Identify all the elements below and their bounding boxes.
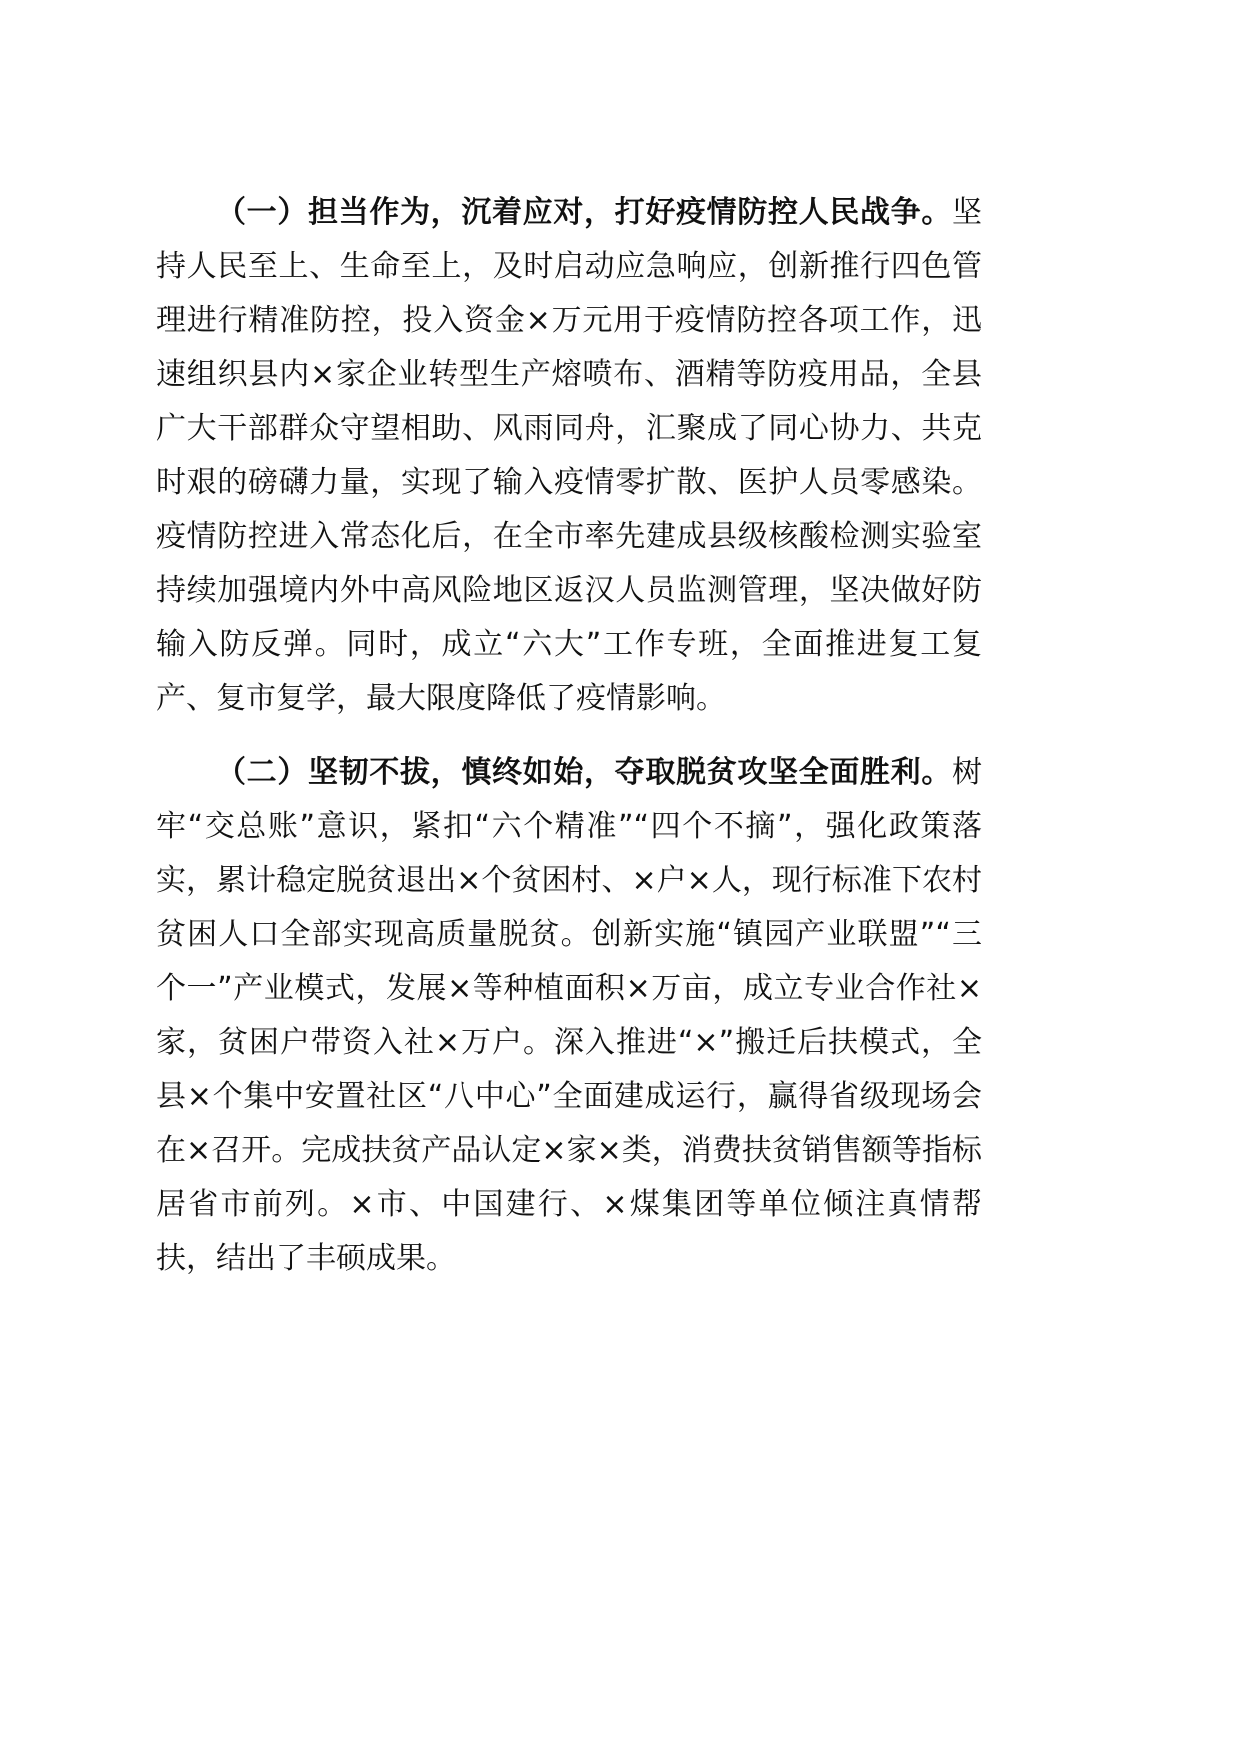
paragraph-text: 树牢“交总账”意识，紧扣“六个精准”“四个不摘”，强化政策落实，累计稳定脱贫退出×个贫困村、×户×人，现行标准下农村贫困人口全部实现高质量脱贫。创新实施“镇园产业联盟”“三个一”产业模式，发展×等种植面积×万亩，成立专业合作社×家，贫困户带资入社×万户。深入推进“×”搬迁后扶模式，全县×个集中安置社区“八中心”全面建成运行，赢得省级现场会在×召开。完成扶贫产品认定×家×类，消费扶贫销售额等指标居省市前列。×市、中国建行、×煤集团等单位倾注真情帮扶，结出了丰硕成果。 (156, 755, 982, 1276)
paragraph-text: 坚持人民至上、生命至上，及时启动应急响应，创新推行四色管理进行精准防控，投入资金×万元用于疫情防控各项工作，迅速组织县内×家企业转型生产熔喷布、酒精等防疫用品，全县广大干部群众守望相助、风雨同舟，汇聚成了同心协力、共克时艰的磅礴力量，实现了输入疫情零扩散、医护人员零感染。疫情防控进入常态化后，在全市率先建成县级核酸检测实验室持续加强境内外中高风险地区返汉人员监测管理，坚决做好防输入防反弹。同时，成立“六大”工作专班，全面推进复工复产、复市复学，最大限度降低了疫情影响。 (156, 195, 982, 716)
paragraph-epidemic-control (156, 186, 982, 726)
document-body (156, 186, 982, 1306)
paragraph-heading: （二）坚韧不拔，慎终如始，夺取脱贫攻坚全面胜利。 (216, 755, 952, 790)
paragraph-poverty-alleviation (156, 746, 982, 1286)
paragraph-heading: （一）担当作为，沉着应对，打好疫情防控人民战争。 (216, 195, 952, 230)
